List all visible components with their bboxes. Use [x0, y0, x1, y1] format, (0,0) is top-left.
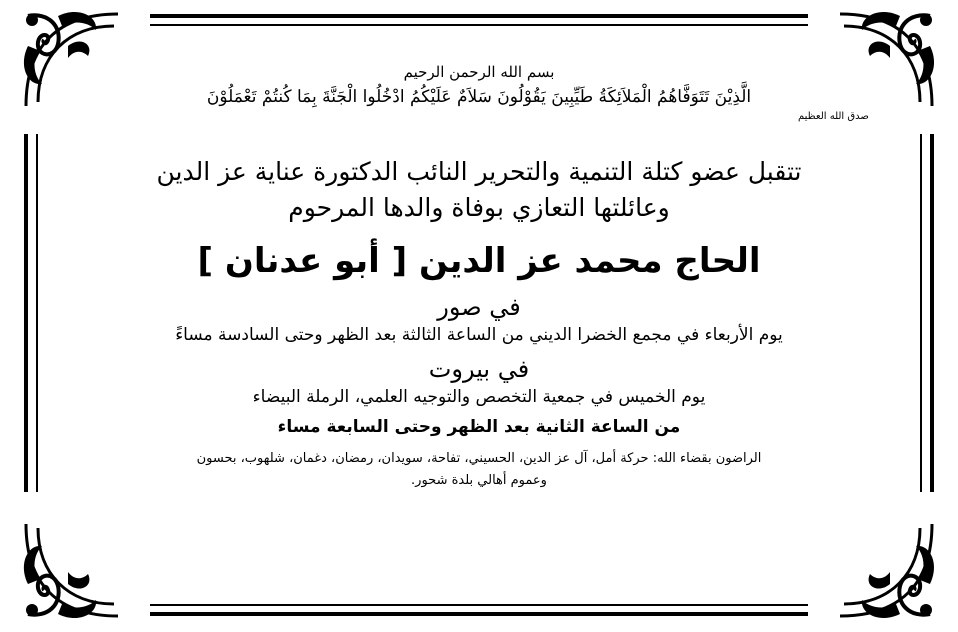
location-2-title: في بيروت — [428, 355, 530, 383]
sadaq-allah: صدق الله العظيم — [798, 111, 869, 122]
mourners-line-2: وعموم أهالي بلدة شحور. — [411, 473, 547, 488]
location-1-title: في صور — [437, 293, 521, 321]
deceased-name: الحاج محمد عز الدين [ أبو عدنان ] — [197, 241, 761, 281]
basmala: بسم الله الرحمن الرحيم — [403, 63, 555, 81]
mourners-line-1: الراضون بقضاء الله: حركة أمل، آل عز الدين، الحسيني، تفاحة، سويدان، رمضان، دغمان، شلهوب، بحسون — [196, 451, 762, 466]
location-2-detail-2: من الساعة الثانية بعد الظهر وحتى السابعة مساء — [277, 417, 681, 437]
location-1-detail: يوم الأربعاء في مجمع الخضرا الديني من الساعة الثالثة بعد الظهر وحتى السادسة مساءً — [175, 325, 783, 345]
quran-verse: الَّذِيْنَ تَتَوَفَّاهُمُ الْمَلاَئِكَةُ طَيِّبِينَ يَقُوْلُونَ سَلاَمٌ عَلَيْكُمُ ادْخُلُوا الْجَنَّةَ بِمَا كُنتُمْ تَعْمَلُوْنَ — [206, 87, 752, 107]
obituary-content — [60, 58, 898, 598]
intro-line-2: وعائلتها التعازي بوفاة والدها المرحوم — [288, 193, 670, 222]
location-2-detail-1: يوم الخميس في جمعية التخصص والتوجيه العلمي، الرملة البيضاء — [252, 387, 706, 407]
intro-line-1: تتقبل عضو كتلة التنمية والتحرير النائب الدكتورة عناية عز الدين — [156, 157, 802, 186]
